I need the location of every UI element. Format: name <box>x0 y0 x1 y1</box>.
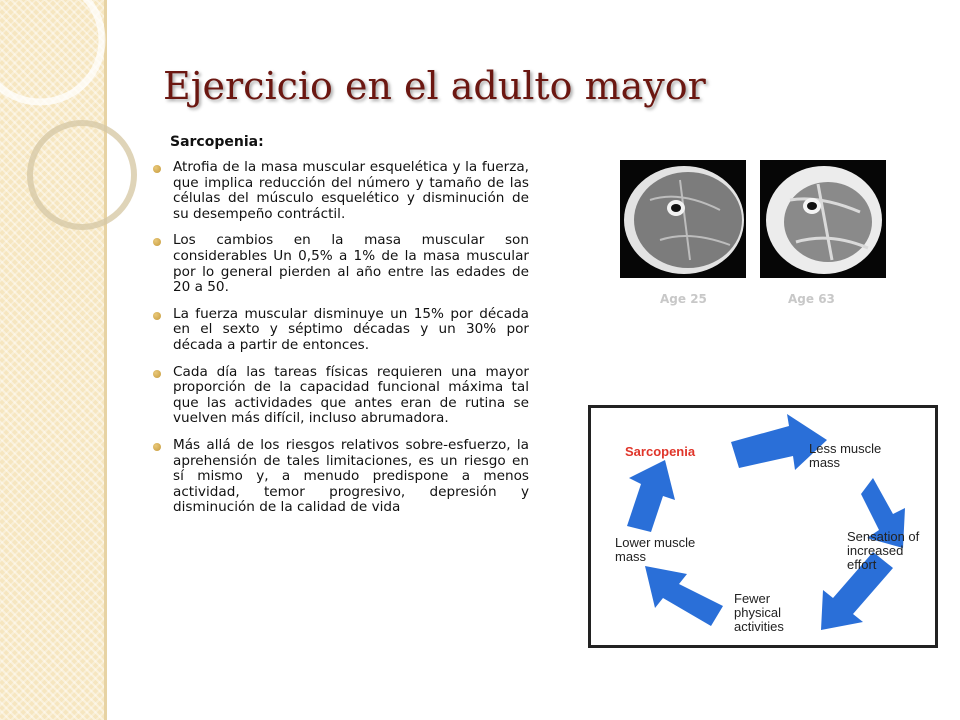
slide-title: Ejercicio en el adulto mayor <box>163 64 706 108</box>
bullet-item <box>151 233 529 295</box>
bullet-list <box>151 160 529 527</box>
bullet-dot-icon <box>153 238 161 246</box>
bullet-dot-icon <box>153 443 161 451</box>
arrow-bottom-left-icon <box>645 566 723 626</box>
age-label-young: Age 25 <box>660 292 707 306</box>
bullet-item <box>151 307 529 354</box>
bullet-text: Cada día las tareas físicas requieren una mayor proporción de la capacidad funcional máxima tal que las actividades que antes eran de rutina se vuelven más difícil, incluso abrumadora. <box>173 363 529 427</box>
section-subtitle: Sarcopenia: <box>170 134 264 150</box>
mri-comparison-image <box>620 160 888 308</box>
bullet-item <box>151 160 529 222</box>
bullet-item <box>151 365 529 427</box>
bullet-text: Los cambios en la masa muscular son considerables Un 0,5% a 1% de la masa muscular por lo general pierden al año entre las edades de 20 a 50. <box>173 232 529 296</box>
age-label-old: Age 63 <box>788 292 835 306</box>
arrow-left-icon <box>627 460 675 532</box>
bullet-text: La fuerza muscular disminuye un 15% por década en el sexto y séptimo décadas y un 30% por década a partir de entonces. <box>173 305 529 353</box>
mri-scan-young <box>620 160 746 278</box>
cycle-label-fewer-activities: Fewer physical activities <box>734 591 784 634</box>
cycle-label-sarcopenia: Sarcopenia <box>625 444 696 459</box>
cycle-label-lower-muscle: Lower muscle mass <box>615 535 696 564</box>
cycle-label-sensation: Sensation of increased effort <box>847 529 920 572</box>
bullet-text: Atrofia de la masa muscular esquelética y la fuerza, que implica reducción del número y tamaño de las células del músculo esquelético y disminución de su desempeño contráctil. <box>173 159 529 222</box>
mri-scan-old <box>760 160 886 278</box>
bullet-dot-icon <box>153 165 161 173</box>
bullet-dot-icon <box>153 370 161 378</box>
bullet-text: Más allá de los riesgos relativos sobre-esfuerzo, la aprehensión de tales limitaciones, es un riesgo en sí mismo y, a menudo predispone a menos actividad, temor progresivo, depresión y disminución de la calidad de vida <box>173 436 529 516</box>
cycle-label-less-muscle: Less muscle mass <box>809 441 882 470</box>
bullet-item <box>151 438 529 516</box>
sarcopenia-cycle-diagram <box>588 405 938 648</box>
bullet-dot-icon <box>153 312 161 320</box>
